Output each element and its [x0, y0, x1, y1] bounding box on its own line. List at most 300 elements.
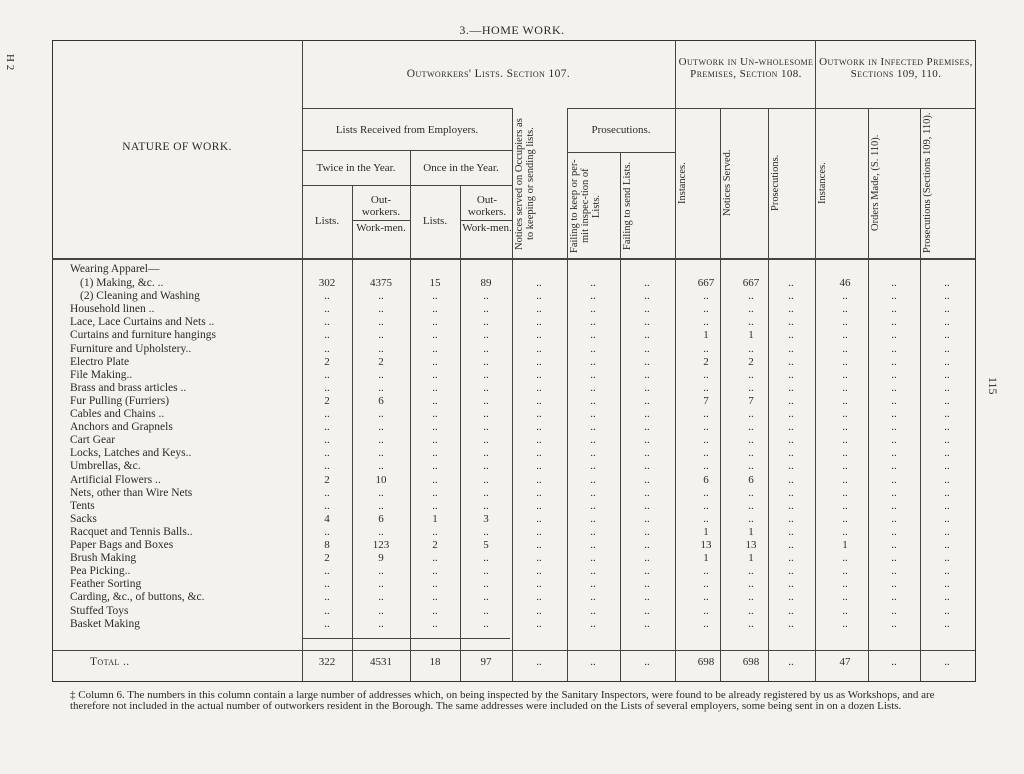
table-cell: ..	[378, 434, 384, 447]
table-cell: ..	[944, 604, 950, 617]
table-cell: ..	[644, 460, 650, 473]
table-cell: ..	[748, 303, 754, 316]
total-cell: 47	[839, 656, 851, 668]
table-cell: ..	[324, 447, 330, 460]
table-cell: ..	[891, 539, 897, 551]
table-cell: ..	[590, 329, 596, 342]
table-cell: ..	[378, 421, 384, 434]
table-cell: ..	[536, 277, 542, 289]
table-cell: ..	[891, 421, 897, 434]
table-cell: ..	[842, 408, 848, 420]
table-cell: ..	[788, 578, 794, 591]
table-cell: ..	[324, 316, 330, 329]
col-rule-6	[567, 108, 568, 681]
table-cell: ..	[590, 408, 596, 420]
table-cell: ..	[788, 421, 794, 434]
table-cell: ..	[536, 355, 542, 368]
table-cell: ..	[703, 486, 709, 499]
table-cell: ..	[944, 355, 950, 368]
table-cell: ..	[324, 578, 330, 591]
table-cell: ..	[788, 617, 794, 630]
row-label: Locks, Latches and Keys..	[70, 447, 192, 460]
table-cell: ..	[788, 512, 794, 525]
table-cell: ..	[536, 460, 542, 473]
row-label: Lace, Lace Curtains and Nets ..	[70, 316, 215, 329]
table-cell: ..	[788, 539, 794, 551]
total-cell: 698	[697, 656, 715, 668]
table-cell: ..	[432, 525, 438, 538]
table-cell: ..	[944, 290, 950, 303]
table-cell: ..	[378, 447, 384, 460]
table-cell: ..	[748, 499, 754, 512]
table-cell: ..	[788, 303, 794, 316]
table-cell: ..	[703, 565, 709, 578]
table-cell: 302	[318, 277, 336, 289]
table-cell: ..	[536, 552, 542, 565]
table-cell: ..	[842, 591, 848, 604]
table-cell: ..	[536, 434, 542, 447]
table-cell: 6	[378, 394, 384, 407]
table-cell: ..	[644, 368, 650, 381]
table-cell: ..	[788, 381, 794, 394]
table-cell: ..	[378, 460, 384, 473]
table-cell: 89	[480, 277, 492, 289]
page-signature-mark: H 2	[4, 54, 16, 71]
table-cell: ..	[891, 447, 897, 460]
table-cell: ..	[590, 565, 596, 578]
table-cell: ..	[788, 394, 794, 407]
table-cell: ..	[644, 473, 650, 486]
table-cell: ..	[703, 408, 709, 420]
table-cell: ..	[324, 486, 330, 499]
table-cell: ..	[944, 394, 950, 407]
rule-workmen-top-2	[460, 220, 512, 221]
rule-prosecutions-top	[567, 108, 675, 109]
table-cell: ..	[748, 591, 754, 604]
table-cell: ..	[644, 342, 650, 355]
table-cell: ..	[590, 381, 596, 394]
total-cell: 18	[429, 656, 441, 668]
table-cell: ..	[891, 552, 897, 565]
table-cell: ..	[536, 342, 542, 355]
table-cell: ..	[432, 460, 438, 473]
table-cell: ..	[324, 617, 330, 630]
table-cell: ..	[432, 486, 438, 499]
table-cell: ..	[483, 578, 489, 591]
footnote: ‡ Column 6. The numbers in this column contain a large number of addresses which, on being inspected by the Sanitary Inspectors, were found to be already registered by us as Workshops, and are therefore not included in the actual number of outworkers resident in the Borough. The same addresses were included on the Lists of several employers, some being sent in on a dozen Lists.	[70, 689, 935, 712]
header-lists-2: Lists.	[422, 215, 448, 227]
table-cell: ..	[944, 473, 950, 486]
table-cell: ..	[432, 394, 438, 407]
table-cell: ..	[644, 316, 650, 329]
table-cell: ..	[788, 552, 794, 565]
table-cell: ..	[644, 434, 650, 447]
row-label: Cart Gear	[70, 434, 116, 447]
table-cell: ..	[891, 342, 897, 355]
table-cell: ..	[483, 591, 489, 604]
table-cell: ..	[432, 499, 438, 512]
table-cell: 7	[703, 394, 709, 407]
table-cell: 2	[748, 355, 754, 368]
table-cell: ..	[644, 617, 650, 630]
table-cell: ..	[378, 290, 384, 303]
table-cell: ..	[483, 355, 489, 368]
table-cell: ..	[378, 578, 384, 591]
total-cell: 97	[480, 656, 492, 668]
table-cell: ..	[788, 290, 794, 303]
table-cell: ..	[536, 486, 542, 499]
rule-lists-received-top	[302, 108, 512, 109]
header-instances-infected: Instances.	[817, 162, 828, 204]
table-cell: ..	[748, 316, 754, 329]
table-cell: ..	[842, 447, 848, 460]
table-cell: ..	[703, 342, 709, 355]
table-cell: ..	[590, 447, 596, 460]
table-cell: ..	[590, 434, 596, 447]
table-cell: ..	[703, 434, 709, 447]
row-label: Artificial Flowers ..	[70, 473, 161, 486]
table-cell: ..	[644, 277, 650, 289]
row-label: Brush Making	[70, 552, 137, 565]
table-cell: 1	[748, 552, 754, 565]
table-cell: ..	[891, 355, 897, 368]
table-cell: ..	[378, 499, 384, 512]
table-cell: ..	[842, 290, 848, 303]
table-cell: ..	[483, 394, 489, 407]
table-cell: ..	[842, 460, 848, 473]
table-cell: ..	[483, 604, 489, 617]
table-cell: ..	[891, 591, 897, 604]
table-cell: ..	[944, 329, 950, 342]
table-cell: 1	[842, 539, 848, 551]
table-cell: ..	[483, 381, 489, 394]
table-cell: ..	[748, 368, 754, 381]
table-cell: ..	[748, 381, 754, 394]
table-cell: 1	[748, 329, 754, 342]
table-cell: ..	[842, 381, 848, 394]
table-cell: ..	[842, 316, 848, 329]
table-cell: ..	[590, 499, 596, 512]
table-cell: ..	[842, 617, 848, 630]
table-cell: 10	[375, 473, 387, 486]
table-cell: ..	[432, 381, 438, 394]
header-prosecutions-infected: Prosecutions (Sections 109, 110).	[922, 112, 933, 254]
total-cell: 698	[742, 656, 760, 668]
table-cell: ..	[432, 604, 438, 617]
table-cell: ..	[788, 525, 794, 538]
row-label: Carding, &c., of buttons, &c.	[70, 591, 205, 604]
table-cell: ..	[378, 381, 384, 394]
table-cell: ..	[944, 434, 950, 447]
table-cell: ..	[644, 499, 650, 512]
row-label: Anchors and Grapnels	[70, 421, 173, 434]
col-rule-11	[815, 40, 816, 681]
table-cell: 2	[432, 539, 438, 551]
table-cell: ..	[944, 565, 950, 578]
table-cell: ..	[788, 499, 794, 512]
header-orders-made: Orders Made, (S. 110).	[870, 134, 881, 232]
table-cell: ..	[324, 342, 330, 355]
table-cell: ..	[842, 604, 848, 617]
table-cell: ..	[842, 342, 848, 355]
table-cell: ..	[324, 303, 330, 316]
header-outworkers-lists: Outworkers' Lists. Section 107.	[406, 68, 571, 80]
header-workmen-1: Work-men.	[356, 222, 406, 234]
table-cell: ..	[432, 342, 438, 355]
table-cell: ..	[891, 277, 897, 289]
table-cell: ..	[703, 381, 709, 394]
table-cell: ..	[324, 368, 330, 381]
rule-twice-once-top	[302, 150, 512, 151]
table-cell: ..	[536, 408, 542, 420]
row-label: Stuffed Toys	[70, 604, 129, 617]
row-label: Sacks	[70, 512, 97, 525]
table-cell: ..	[703, 460, 709, 473]
row-label: Umbrellas, &c.	[70, 460, 141, 473]
table-cell: ..	[378, 565, 384, 578]
header-prosecutions: Prosecutions.	[591, 124, 651, 136]
table-cell: ..	[483, 525, 489, 538]
table-cell: ..	[536, 381, 542, 394]
table-cell: ..	[590, 316, 596, 329]
table-cell: 123	[372, 539, 390, 551]
table-cell: ..	[483, 290, 489, 303]
table-cell: ..	[378, 525, 384, 538]
table-cell: 1	[703, 552, 709, 565]
header-outworkers-2: Out-workers.	[467, 194, 507, 218]
table-cell: ..	[324, 499, 330, 512]
header-outwork-unwholesome: Outwork in Un-wholesome Premises, Section 108.	[678, 56, 814, 80]
table-cell: ..	[644, 447, 650, 460]
table-cell: ..	[324, 408, 330, 420]
table-cell: ..	[944, 447, 950, 460]
header-outworkers-1: Out-workers.	[361, 194, 401, 218]
table-cell: ..	[891, 512, 897, 525]
table-cell: ..	[703, 316, 709, 329]
table-cell: 3	[483, 512, 489, 525]
table-cell: ..	[842, 355, 848, 368]
table-cell: 1	[703, 329, 709, 342]
table-cell: ..	[483, 368, 489, 381]
table-cell: ..	[324, 604, 330, 617]
table-cell: ..	[644, 525, 650, 538]
rule-header-bottom-2	[52, 259, 975, 260]
table-cell: ..	[748, 447, 754, 460]
col-rule-3	[410, 150, 411, 681]
table-cell: ..	[536, 617, 542, 630]
table-cell: ..	[432, 355, 438, 368]
table-cell: ..	[483, 499, 489, 512]
header-failing-keep-lists: Failing to keep or per-mit inspec-tion of Lists.	[569, 159, 602, 253]
total-cell: ..	[644, 656, 650, 668]
table-cell: ..	[891, 486, 897, 499]
table-cell: ..	[788, 486, 794, 499]
table-cell: ..	[944, 539, 950, 551]
table-cell: 13	[745, 539, 757, 551]
table-cell: ..	[842, 329, 848, 342]
row-label: Feather Sorting	[70, 578, 142, 591]
table-cell: ..	[483, 460, 489, 473]
table-cell: ..	[432, 578, 438, 591]
row-label: Brass and brass articles ..	[70, 381, 187, 394]
table-cell: ..	[536, 512, 542, 525]
table-cell: ..	[842, 525, 848, 538]
table-cell: ..	[842, 434, 848, 447]
table-cell: ..	[590, 473, 596, 486]
table-cell: ..	[891, 290, 897, 303]
table-cell: ..	[378, 486, 384, 499]
table-cell: ..	[891, 329, 897, 342]
table-cell: ..	[378, 591, 384, 604]
header-failing-send-lists: Failing to send Lists.	[622, 161, 633, 251]
table-cell: ..	[432, 617, 438, 630]
row-label: Racquet and Tennis Balls..	[70, 525, 193, 538]
header-twice-in-year: Twice in the Year.	[316, 162, 396, 174]
table-cell: ..	[590, 604, 596, 617]
table-cell: 8	[324, 539, 330, 551]
table-cell: ..	[891, 473, 897, 486]
table-cell: ..	[378, 329, 384, 342]
table-cell: ..	[432, 408, 438, 420]
table-cell: ..	[891, 408, 897, 420]
table-cell: ..	[536, 303, 542, 316]
rule-total-top	[302, 638, 510, 639]
header-nature-of-work: NATURE OF WORK.	[122, 141, 232, 153]
table-cell: ..	[590, 486, 596, 499]
table-cell: ..	[644, 421, 650, 434]
table-cell: ..	[536, 316, 542, 329]
table-cell: ..	[590, 539, 596, 551]
header-instances-unwholesome: Instances.	[677, 162, 688, 204]
table-cell: ..	[703, 303, 709, 316]
header-notices-served: Notices Served.	[722, 149, 733, 217]
table-cell: ..	[483, 342, 489, 355]
table-cell: ..	[748, 421, 754, 434]
table-cell: ..	[788, 342, 794, 355]
table-cell: ..	[944, 512, 950, 525]
header-lists-1: Lists.	[314, 215, 340, 227]
table-cell: ..	[644, 394, 650, 407]
table-cell: ..	[644, 290, 650, 303]
table-cell: ..	[590, 277, 596, 289]
table-cell: ..	[842, 552, 848, 565]
row-label: Furniture and Upholstery..	[70, 342, 192, 355]
table-cell: ..	[703, 617, 709, 630]
table-cell: ..	[590, 578, 596, 591]
table-cell: ..	[944, 408, 950, 420]
row-label: Paper Bags and Boxes	[70, 539, 174, 551]
table-cell: ..	[842, 394, 848, 407]
table-cell: ..	[891, 316, 897, 329]
table-cell: ..	[590, 421, 596, 434]
table-cell: ..	[944, 460, 950, 473]
table-cell: ..	[703, 578, 709, 591]
total-cell: ..	[590, 656, 596, 668]
table-cell: ..	[703, 447, 709, 460]
table-cell: ..	[891, 303, 897, 316]
table-cell: ..	[644, 355, 650, 368]
table-cell: ..	[483, 447, 489, 460]
col-rule-1	[302, 40, 303, 681]
col-rule-8	[675, 40, 676, 681]
table-cell: ..	[536, 525, 542, 538]
table-cell: ..	[324, 565, 330, 578]
table-cell: 1	[703, 525, 709, 538]
table-cell: ..	[644, 381, 650, 394]
table-cell: ..	[944, 381, 950, 394]
table-cell: ..	[378, 604, 384, 617]
table-cell: ..	[944, 421, 950, 434]
table-cell: ..	[536, 578, 542, 591]
table-cell: 6	[378, 512, 384, 525]
table-cell: ..	[703, 421, 709, 434]
table-cell: 4	[324, 512, 330, 525]
row-label: (2) Cleaning and Washing	[80, 290, 200, 303]
table-cell: ..	[788, 604, 794, 617]
table-cell: ..	[644, 408, 650, 420]
table-cell: 2	[703, 355, 709, 368]
table-cell: ..	[748, 604, 754, 617]
table-cell: ..	[432, 565, 438, 578]
table-cell: ..	[432, 447, 438, 460]
table-cell: ..	[536, 421, 542, 434]
table-cell: ..	[944, 342, 950, 355]
table-cell: ..	[324, 525, 330, 538]
table-cell: ..	[644, 578, 650, 591]
table-cell: ..	[703, 290, 709, 303]
table-cell: ..	[891, 381, 897, 394]
table-cell: ..	[748, 565, 754, 578]
table-cell: ..	[788, 277, 794, 289]
table-cell: ..	[788, 329, 794, 342]
table-cell: 13	[700, 539, 712, 551]
table-cell: ..	[891, 604, 897, 617]
table-cell: ..	[324, 329, 330, 342]
table-cell: ..	[483, 617, 489, 630]
table-cell: ..	[536, 473, 542, 486]
table-cell: 667	[742, 277, 760, 289]
table-cell: 1	[432, 512, 438, 525]
table-cell: ..	[842, 303, 848, 316]
table-cell: 2	[324, 355, 330, 368]
table-cell: ..	[432, 368, 438, 381]
table-cell: ..	[944, 591, 950, 604]
table-cell: ..	[703, 591, 709, 604]
total-cell: ..	[536, 656, 542, 668]
table-cell: ..	[644, 604, 650, 617]
table-cell: ..	[748, 434, 754, 447]
table-cell: ..	[788, 408, 794, 420]
table-cell: ..	[644, 539, 650, 551]
table-cell: ..	[788, 565, 794, 578]
table-cell: ..	[483, 486, 489, 499]
total-cell: ..	[788, 656, 794, 668]
table-cell: ..	[536, 604, 542, 617]
table-cell: ..	[748, 578, 754, 591]
table-cell: ..	[944, 486, 950, 499]
table-cell: ..	[432, 591, 438, 604]
table-cell: ..	[590, 394, 596, 407]
table-cell: ..	[483, 552, 489, 565]
header-outwork-infected: Outwork in Infected Premises, Sections 109, 110.	[819, 56, 973, 80]
table-cell: ..	[378, 316, 384, 329]
total-cell: ..	[891, 656, 897, 668]
table-cell: ..	[432, 552, 438, 565]
row-label: Curtains and furniture hangings	[70, 329, 216, 342]
page-title: 3.—HOME WORK.	[459, 23, 565, 37]
table-cell: ..	[748, 460, 754, 473]
table-cell: ..	[536, 539, 542, 551]
